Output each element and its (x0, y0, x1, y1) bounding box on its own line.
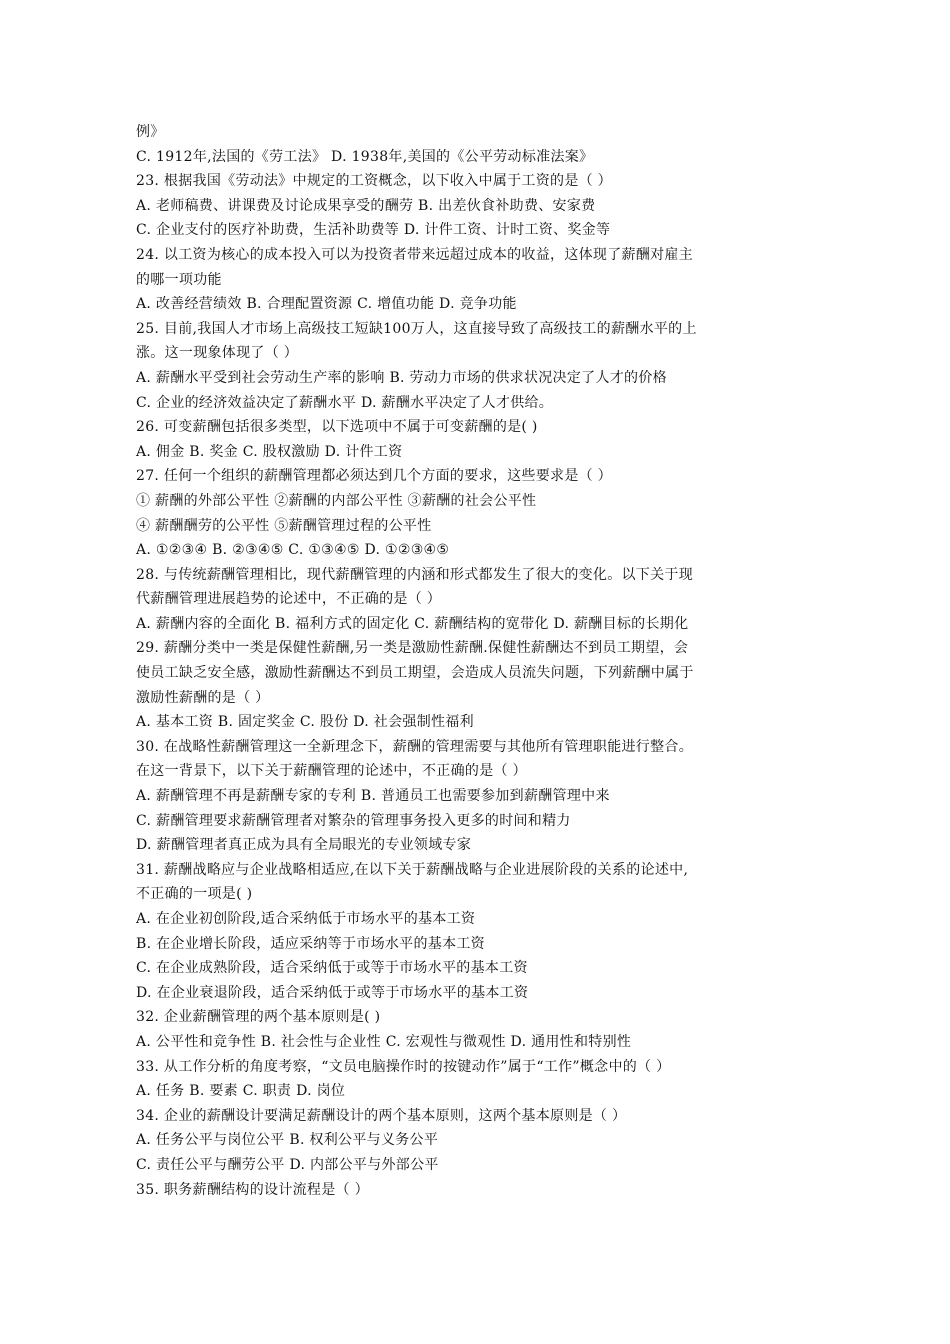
question-33: 33. 从工作分析的角度考察，“文员电脑操作时的按键动作”属于“工作”概念中的（ ） (136, 1058, 671, 1075)
text-line: A. 在企业初创阶段,适合采纳低于市场水平的基本工资 (136, 911, 476, 927)
question-27: 27. 任何一个组织的薪酬管理都必须达到几个方面的要求，这些要求是（ ） (136, 468, 612, 485)
text-line: A. 基本工资 B. 固定奖金 C. 股份 D. 社会强制性福利 (136, 714, 474, 731)
text-line: C. 责任公平与酬劳公平 D. 内部公平与外部公平 (136, 1156, 439, 1173)
question-34: 34. 企业的薪酬设计要满足薪酬设计的两个基本原则，这两个基本原则是（ ） (136, 1107, 627, 1124)
text-line: D. 薪酬管理者真正成为具有全局眼光的专业领域专家 (136, 837, 472, 854)
text-line: A. 改善经营绩效 B. 合理配置资源 C. 增值功能 D. 竞争功能 (136, 296, 517, 313)
question-24: 24. 以工资为核心的成本投入可以为投资者带来远超过成本的收益，这体现了薪酬对雇主 (136, 246, 694, 263)
text-line: A. 薪酬管理不再是薪酬专家的专利 B. 普通员工也需要参加到薪酬管理中来 (136, 788, 610, 805)
text-line: A. 公平性和竞争性 B. 社会性与企业性 C. 宏观性与微观性 D. 通用性和特别性 (136, 1033, 632, 1050)
question-31: 31. 薪酬战略应与企业战略相适应,在以下关于薪酬战略与企业进展阶段的关系的论述中, (136, 861, 689, 878)
text-line: 例》 (136, 124, 165, 140)
question-35: 35. 职务薪酬结构的设计流程是（ ） (136, 1181, 369, 1198)
text-line: C. 企业支付的医疗补助费，生活补助费等 D. 计件工资、计时工资、奖金等 (136, 222, 611, 239)
text-line: A. 佣金 B. 奖金 C. 股权激励 D. 计件工资 (136, 443, 403, 460)
text-line: C. 薪酬管理要求薪酬管理者对繁杂的管理事务投入更多的时间和精力 (136, 812, 571, 829)
text-line: C. 在企业成熟阶段，适合采纳低于或等于市场水平的基本工资 (136, 960, 528, 977)
text-line: A. 薪酬水平受到社会劳动生产率的影响 B. 劳动力市场的供求状况决定了人才的价格 (136, 369, 667, 386)
text-line: A. 老师稿费、讲课费及讨论成果享受的酬劳 B. 出差伙食补助费、安家费 (136, 197, 596, 214)
text-line: 使员工缺乏安全感，激励性薪酬达不到员工期望，会造成人员流失问题，下列薪酬中属于 (136, 665, 694, 682)
question-25: 25. 目前,我国人才市场上高级技工短缺100万人，这直接导致了高级技工的薪酬水平的上 (136, 320, 697, 337)
text-line: A. 薪酬内容的全面化 B. 福利方式的固定化 C. 薪酬结构的宽带化 D. 薪酬目标的长期化 (136, 615, 689, 632)
question-30: 30. 在战略性薪酬管理这一全新理念下，薪酬的管理需要与其他所有管理职能进行整合。 (136, 738, 694, 755)
question-28: 28. 与传统薪酬管理相比，现代薪酬管理的内涵和形式都发生了很大的变化。以下关于现 (136, 566, 694, 583)
text-line: ④ 薪酬酬劳的公平性 ⑤薪酬管理过程的公平性 (136, 517, 432, 534)
text-line: B. 在企业增长阶段，适应采纳等于市场水平的基本工资 (136, 935, 485, 952)
question-26: 26. 可变薪酬包括很多类型，以下选项中不属于可变薪酬的是( ) (136, 419, 538, 436)
text-line: 代薪酬管理进展趋势的论述中，不正确的是（ ） (136, 591, 442, 608)
text-line: 的哪一项功能 (136, 271, 222, 288)
text-line: A. ①②③④ B. ②③④⑤ C. ①③④⑤ D. ①②③④⑤ (136, 542, 450, 559)
text-line: ① 薪酬的外部公平性 ②薪酬的内部公平性 ③薪酬的社会公平性 (136, 492, 537, 509)
text-line: A. 任务 B. 要素 C. 职责 D. 岗位 (136, 1083, 346, 1100)
question-32: 32. 企业薪酬管理的两个基本原则是( ) (136, 1009, 381, 1026)
text-line: 涨。这一现象体现了（ ） (136, 345, 299, 362)
question-23: 23. 根据我国《劳动法》中规定的工资概念，以下收入中属于工资的是（ ） (136, 173, 612, 190)
text-line: 激励性薪酬的是（ ） (136, 689, 270, 706)
text-line: D. 在企业衰退阶段，适合采纳低于或等于市场水平的基本工资 (136, 984, 529, 1001)
text-line: 不正确的一项是( ) (136, 886, 253, 903)
text-line: 在这一背景下，以下关于薪酬管理的论述中，不正确的是（ ） (136, 763, 527, 780)
text-line: A. 任务公平与岗位公平 B. 权利公平与义务公平 (136, 1132, 439, 1149)
question-29: 29. 薪酬分类中一类是保健性薪酬,另一类是激励性薪酬.保健性薪酬达不到员工期望，会 (136, 640, 689, 657)
text-line: C. 企业的经济效益决定了薪酬水平 D. 薪酬水平决定了人才供给。 (136, 394, 554, 411)
text-line: C. 1912年,法国的《劳工法》 D. 1938年,美国的《公平劳动标准法案》 (136, 148, 594, 165)
question-text-body (136, 120, 816, 1202)
